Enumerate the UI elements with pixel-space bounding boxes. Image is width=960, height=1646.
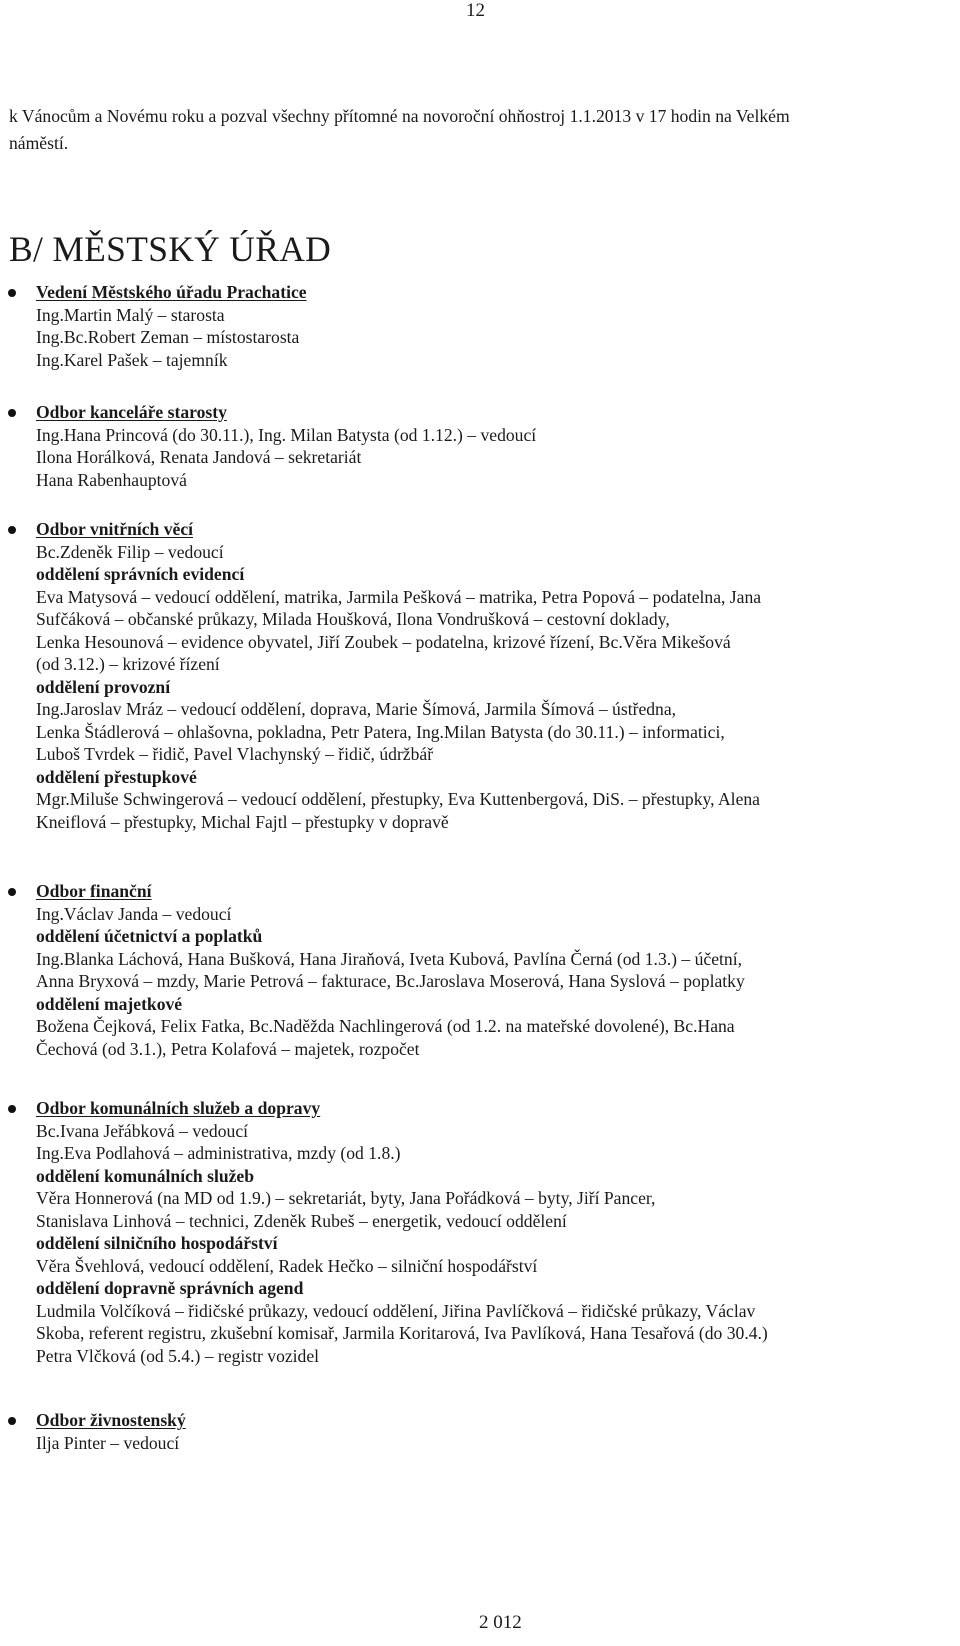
unit-title: Odbor živnostenský <box>36 1410 186 1430</box>
staff-line: Mgr.Miluše Schwingerová – vedoucí oddělení, přestupky, Eva Kuttenbergová, DiS. – přestupky, Alena <box>36 789 760 809</box>
staff-line: Ilja Pinter – vedoucí <box>36 1432 180 1453</box>
bullet-icon <box>8 1105 16 1113</box>
department-heading: oddělení správních evidencí <box>36 564 245 584</box>
staff-line: (od 3.12.) – krizové řízení <box>36 654 220 674</box>
staff-line: Bc.Zdeněk Filip – vedoucí <box>36 541 224 562</box>
department-heading: oddělení majetkové <box>36 993 183 1014</box>
bullet-icon <box>8 1417 16 1425</box>
org-unit <box>36 1097 926 1367</box>
staff-line: Čechová (od 3.1.), Petra Kolafová – majetek, rozpočet <box>36 1038 420 1059</box>
staff-line: Ing.Blanka Láchová, Hana Bušková, Hana Jiraňová, Iveta Kubová, Pavlína Černá (od 1.3.) – účetní, <box>36 948 742 969</box>
staff-line: Stanislava Linhová – technici, Zdeněk Rubeš – energetik, vedoucí oddělení <box>36 1210 567 1231</box>
staff-line: Věra Švehlová, vedoucí oddělení, Radek Hečko – silniční hospodářství <box>36 1255 538 1276</box>
intro-paragraph <box>9 103 909 157</box>
staff-line: Ing.Hana Princová (do 30.11.), Ing. Milan Batysta (od 1.12.) – vedoucí <box>36 424 537 445</box>
staff-line: Věra Honnerová (na MD od 1.9.) – sekretariát, byty, Jana Pořádková – byty, Jiří Pancer, <box>36 1188 656 1208</box>
staff-line: Ing.Eva Podlahová – administrativa, mzdy (od 1.8.) <box>36 1143 401 1163</box>
intro-line: náměstí. <box>9 133 69 153</box>
bullet-icon <box>8 526 16 534</box>
staff-line: Ludmila Volčíková – řidičské průkazy, vedoucí oddělení, Jiřina Pavlíčková – řidičské průkazy, Václav <box>36 1300 756 1321</box>
staff-line: Skoba, referent registru, zkušební komisař, Jarmila Koritarová, Iva Pavlíková, Hana Tesařová (do 30.4.) <box>36 1323 768 1343</box>
staff-line: Sufčáková – občanské průkazy, Milada Houšková, Ilona Vondrušková – cestovní doklady, <box>36 609 670 629</box>
staff-line: Lenka Hesounová – evidence obyvatel, Jiří Zoubek – podatelna, krizové řízení, Bc.Věra Mikešová <box>36 631 731 652</box>
bullet-icon <box>8 289 16 297</box>
staff-line: Hana Rabenhauptová <box>36 469 187 490</box>
department-heading: oddělení silničního hospodářství <box>36 1233 278 1253</box>
department-heading: oddělení dopravně správních agend <box>36 1278 304 1298</box>
org-unit <box>36 401 926 491</box>
org-unit <box>36 518 926 833</box>
unit-title: Odbor kanceláře starosty <box>36 402 227 422</box>
staff-line: Ing.Václav Janda – vedoucí <box>36 903 232 924</box>
staff-line: Bc.Ivana Jeřábková – vedoucí <box>36 1120 249 1141</box>
page-number: 12 <box>466 0 485 21</box>
staff-line: Anna Bryxová – mzdy, Marie Petrová – fakturace, Bc.Jaroslava Moserová, Hana Syslová – poplatky <box>36 971 745 991</box>
staff-line: Petra Vlčková (od 5.4.) – registr vozidel <box>36 1345 320 1366</box>
bullet-icon <box>8 888 16 896</box>
department-heading: oddělení komunálních služeb <box>36 1165 255 1186</box>
staff-line: Eva Matysová – vedoucí oddělení, matrika, Jarmila Pešková – matrika, Petra Popová – podatelna, Jana <box>36 586 762 607</box>
unit-title: Odbor komunálních služeb a dopravy <box>36 1098 321 1118</box>
department-heading: oddělení přestupkové <box>36 766 197 787</box>
staff-line: Ing.Karel Pašek – tajemník <box>36 349 228 370</box>
staff-line: Kneiflová – přestupky, Michal Fajtl – přestupky v dopravě <box>36 811 449 832</box>
staff-line: Ing.Bc.Robert Zeman – místostarosta <box>36 327 300 347</box>
staff-line: Ilona Horálková, Renata Jandová – sekretariát <box>36 447 362 467</box>
unit-title: Odbor vnitřních věcí <box>36 519 194 539</box>
org-unit <box>36 281 926 371</box>
staff-line: Božena Čejková, Felix Fatka, Bc.Naděžda Nachlingerová (od 1.2. na mateřské dovolené), Bc.Hana <box>36 1016 735 1036</box>
section-title: B/ MĚSTSKÝ ÚŘAD <box>9 229 332 269</box>
org-unit <box>36 1409 926 1454</box>
department-heading: oddělení účetnictví a poplatků <box>36 926 263 946</box>
staff-line: Ing.Jaroslav Mráz – vedoucí oddělení, doprava, Marie Šímová, Jarmila Šímová – ústředna, <box>36 699 677 719</box>
department-heading: oddělení provozní <box>36 676 171 697</box>
intro-line: k Vánocům a Novému roku a pozval všechny přítomné na novoroční ohňostroj 1.1.2013 v 17 hodin na Velkém <box>9 106 790 126</box>
footer-year: 2 012 <box>479 1612 522 1633</box>
staff-line: Ing.Martin Malý – starosta <box>36 304 225 325</box>
org-unit <box>36 880 926 1060</box>
unit-title: Vedení Městského úřadu Prachatice <box>36 282 307 302</box>
staff-line: Luboš Tvrdek – řidič, Pavel Vlachynský – řidič, údržbář <box>36 744 434 764</box>
unit-title: Odbor finanční <box>36 881 152 901</box>
bullet-icon <box>8 409 16 417</box>
staff-line: Lenka Štádlerová – ohlašovna, pokladna, Petr Patera, Ing.Milan Batysta (do 30.11.) – informatici, <box>36 721 725 742</box>
